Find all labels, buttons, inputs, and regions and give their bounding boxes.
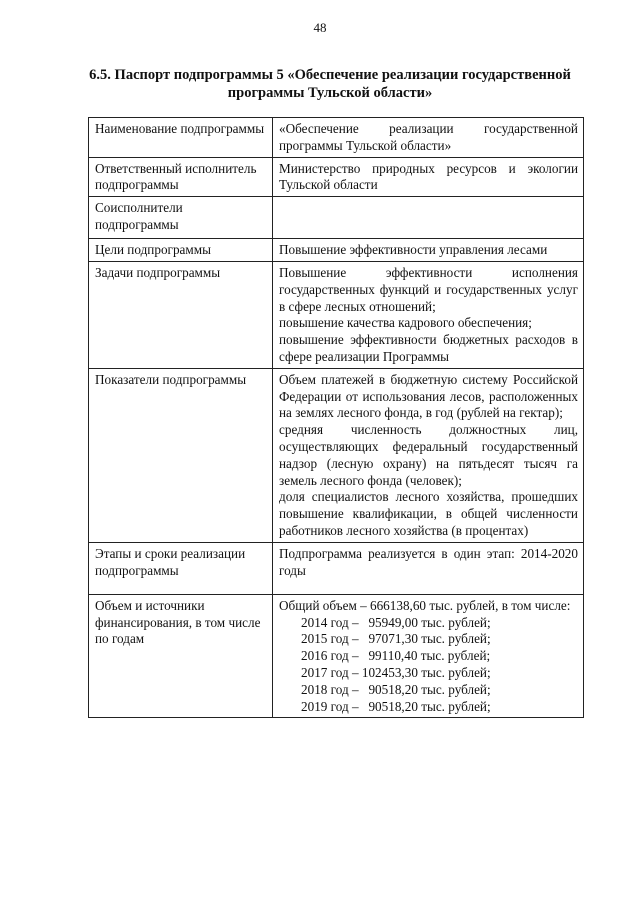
funding-year-2016: 2016 год – 99110,40 тыс. рублей; <box>301 648 491 664</box>
row-label-tasks: Задачи подпрограммы <box>89 261 273 368</box>
value-line: доля специалистов лесного хозяйства, прошедших повышение квалификации, в общей численности работников лесного хозяйства (в процентах) <box>279 489 578 538</box>
table-row-indicators <box>89 368 584 542</box>
row-value-coexecutors <box>273 197 584 239</box>
value-line: средняя численность должностных лиц, осуществляющих федеральный государственный надзор (лесную охрану) на пятьдесят тысяч га земель лесного фонда (человек); <box>279 422 578 488</box>
funding-year-2014: 2014 год – 95949,00 тыс. рублей; <box>301 614 491 630</box>
value-line: Объем платежей в бюджетную систему Российской Федерации от использования лесов, расположенных на землях лесного фонда, в год (рублей на гектар); <box>279 371 578 421</box>
row-label-name: Наименование подпрограммы <box>89 118 273 158</box>
value-line: «Обеспечение реализации государственной программы Тульской области» <box>279 121 578 153</box>
row-value-funding <box>273 594 584 718</box>
value-line: Подпрограмма реализуется в один этап: 2014-2020 годы <box>279 545 578 578</box>
row-value-responsible <box>273 157 584 197</box>
table-row-stages <box>89 542 584 594</box>
table-row-name <box>89 118 584 158</box>
funding-year-2017: 2017 год – 102453,30 тыс. рублей; <box>301 664 491 680</box>
section-title: 6.5. Паспорт подпрограммы 5 «Обеспечение реализации государственной программы Тульской области» <box>89 67 571 101</box>
row-label-coexecutors: Соисполнители подпрограммы <box>89 197 273 239</box>
table-row-funding <box>89 594 584 718</box>
row-label-indicators: Показатели подпрограммы <box>89 368 273 542</box>
value-line: Повышение эффективности управления лесами <box>279 242 548 258</box>
row-label-stages: Этапы и сроки реализации подпрограммы <box>89 542 273 594</box>
funding-year-2019: 2019 год – 90518,20 тыс. рублей; <box>301 698 491 714</box>
value-line: повышение качества кадрового обеспечения; <box>279 315 532 331</box>
row-value-name <box>273 118 584 158</box>
funding-total: Общий объем – 666138,60 тыс. рублей, в том числе: <box>279 597 571 613</box>
row-value-tasks <box>273 261 584 368</box>
row-value-indicators <box>273 368 584 542</box>
value-line: Повышение эффективности исполнения государственных функций и государственных услуг в сфере лесных отношений; <box>279 264 578 314</box>
table-row-responsible <box>89 157 584 197</box>
row-label-funding: Объем и источники финансирования, в том числе по годам <box>89 594 273 718</box>
funding-year-2015: 2015 год – 97071,30 тыс. рублей; <box>301 631 491 647</box>
table-row-tasks <box>89 261 584 368</box>
value-line: Министерство природных ресурсов и экологии Тульской области <box>279 160 578 193</box>
passport-rows <box>89 118 584 718</box>
passport-table <box>88 117 584 718</box>
row-label-goals: Цели подпрограммы <box>89 239 273 262</box>
value-line: повышение эффективности бюджетных расходов в сфере реализации Программы <box>279 332 578 364</box>
funding-year-2018: 2018 год – 90518,20 тыс. рублей; <box>301 681 491 697</box>
table-row-goals <box>89 239 584 262</box>
table-row-coexecutors <box>89 197 584 239</box>
page-number: 48 <box>313 20 327 35</box>
row-value-goals <box>273 239 584 262</box>
row-value-stages <box>273 542 584 594</box>
row-label-responsible: Ответственный исполнитель подпрограммы <box>89 157 273 197</box>
